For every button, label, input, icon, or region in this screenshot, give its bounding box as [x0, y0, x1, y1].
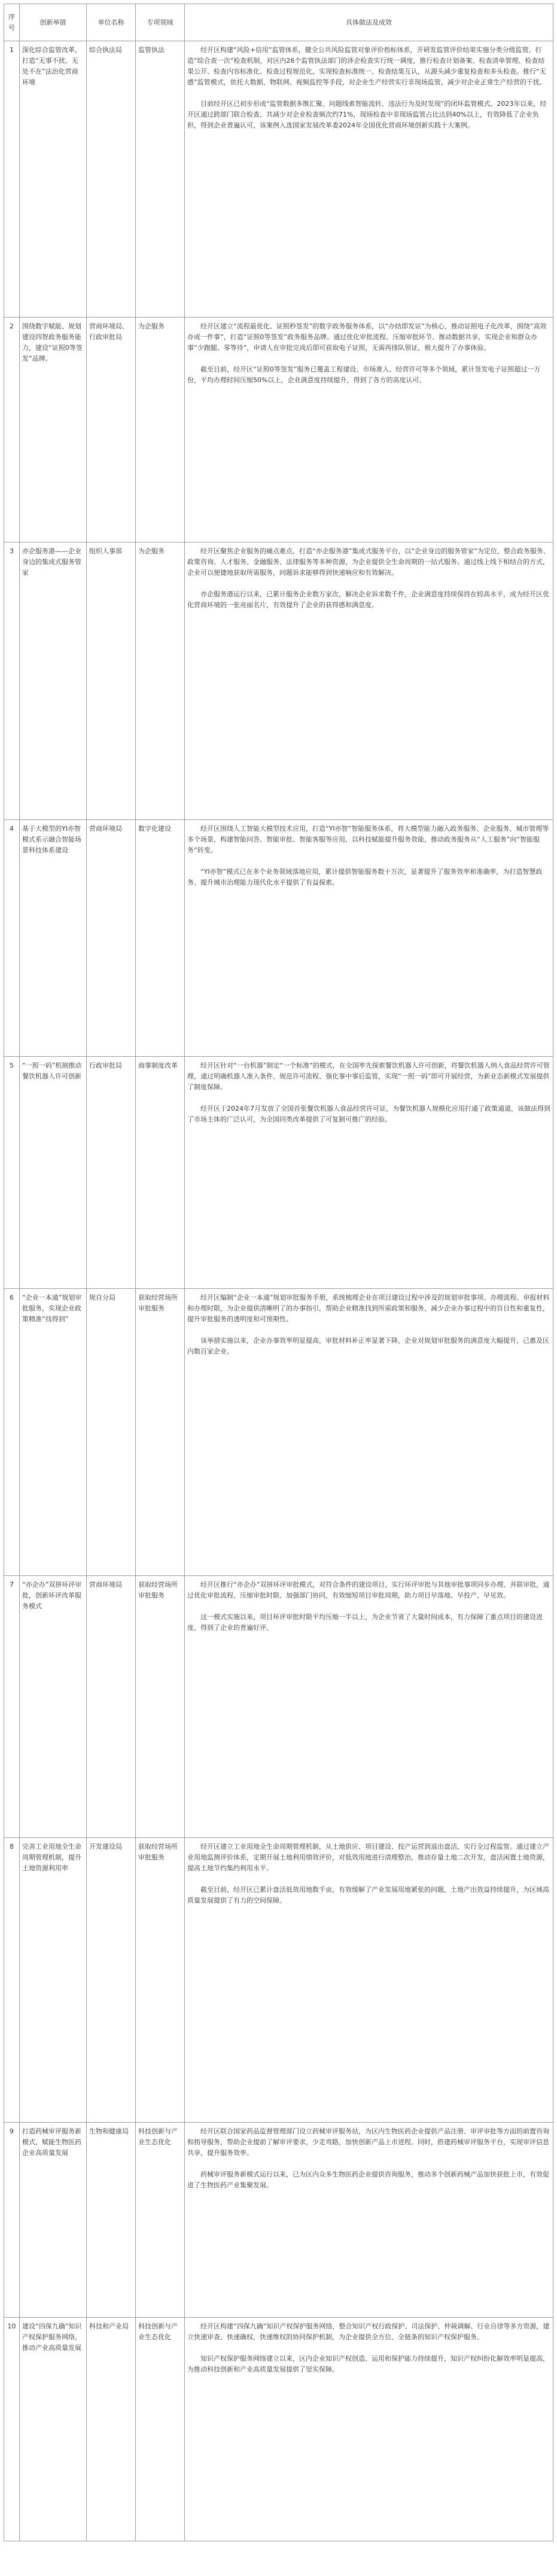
detail-paragraph: 这一模式实施以来，项目环评审批时限平均压缩一半以上，为企业节省了大量时间成本，有力保障了重点项目的建设进度，得到了企业的普遍好评。	[187, 1613, 543, 1632]
detail-paragraph: 亦企服务港运行以来，已累计服务企业数万家次，解决企业诉求数千件，企业满意度持续保持在较高水平，成为经开区优化营商环境的一张亮丽名片，有效提升了企业的获得感和满意度。	[187, 590, 549, 609]
measures-table	[4, 4, 553, 2541]
table-row	[4, 318, 553, 542]
row-index: 7	[4, 1576, 20, 1838]
row-index: 8	[4, 1838, 20, 2123]
row-unit: 科技和产业局	[87, 2318, 136, 2541]
row-detail	[185, 1057, 553, 1289]
row-unit: 规自分局	[87, 1289, 136, 1576]
header-unit: 单位名称	[87, 4, 136, 41]
row-measure: “一照一码”机制推动餐饮机器人许可创新	[20, 1057, 87, 1289]
detail-paragraph: 截至目前，经开区已累计盘活低效用地数千亩，有效缓解了产业发展用地紧张的问题，土地产出效益持续提升，为区域高质量发展提供了有力的空间保障。	[187, 1886, 549, 1904]
table-row	[4, 1289, 553, 1576]
header-field: 专项领域	[136, 4, 185, 41]
row-detail	[185, 41, 553, 318]
detail-paragraph: 知识产权保护服务网络建立以来，区内企业知识产权创造、运用和保护能力持续提升，知识产权纠纷化解效率明显提高，为推动科技创新和产业高质量发展提供了坚实保障。	[187, 2355, 549, 2373]
row-index: 3	[4, 542, 20, 820]
row-index: 6	[4, 1289, 20, 1576]
row-field: 为企服务	[136, 542, 185, 820]
row-detail	[185, 1289, 553, 1576]
row-detail	[185, 1838, 553, 2123]
detail-paragraph: 经开区聚焦企业服务的痛点难点，打造“亦企服务港”集成式服务平台，以“企业身边的服务管家”为定位，整合政务服务、政策咨询、人才服务、金融服务、法律服务等多种资源，为企业提供全生命周期的一站式服务。通过线上线下相结合的方式，企业可以便捷地获取所需服务，问题诉求能够得到快速响应和有效解决。	[187, 547, 550, 577]
row-detail	[185, 1576, 553, 1838]
row-measure: 深化综合监管改革，打造“无事不扰、无处不在”法治化营商环境	[20, 41, 87, 318]
row-field: 科技创新与产业生态优化	[136, 2318, 185, 2541]
detail-paragraph: 目前经开区已初步形成“监管数据多维汇聚、问题线索智能流转、违法行为及时发现”的闭环监管模式。2023年以来，经开区通过跨部门联合检查，共减少对企业检查频次约71%，现场检查中非现场监管占比达到40%以上，有效降低了企业负担，得到企业普遍认可，该案例入选国家发展改革委2024年全国优化营商环境创新实践十大案例。	[187, 100, 547, 129]
row-index: 1	[4, 41, 20, 318]
header-index: 序号	[4, 4, 20, 41]
row-unit: 营商环境局	[87, 1576, 136, 1838]
row-detail	[185, 542, 553, 820]
row-detail	[185, 2123, 553, 2318]
row-measure: 亦企服务港——企业身边的集成式服务管家	[20, 542, 87, 820]
row-field: 商事制度改革	[136, 1057, 185, 1289]
detail-paragraph: 经开区针对“一台机器”制定“一个标准”的模式，在全国率先探索餐饮机器人许可创新，将餐饮机器人纳入食品经营许可管理，通过明确机器人准入条件、规范许可流程、强化事中事后监管，实现“一照一码”即可开展经营，为新业态新模式发展提供了制度保障。	[187, 1062, 550, 1091]
row-unit: 组织人事部	[87, 542, 136, 820]
table-row	[4, 41, 553, 318]
detail-paragraph: 经开区于2024年7月发放了全国首张餐饮机器人食品经营许可证，为餐饮机器人规模化应用打通了政策通道，该做法得到了市场主体的广泛认可，为全国同类改革提供了可复制可推广的经验。	[187, 1105, 550, 1123]
detail-paragraph: 经开区联合国家药品监督管理部门设立药械审评服务站，为区内生物医药企业提供产品注册、审评审批等方面的前置咨询和指导服务，帮助企业提前了解审评要求，少走弯路，加快创新产品上市进程。同时，搭建药械审评服务平台，实现审评信息共享，提升服务效率。	[187, 2127, 549, 2157]
row-unit: 营商环境局	[87, 820, 136, 1057]
row-detail	[185, 2318, 553, 2541]
detail-paragraph: 截至目前，经开区“证照0等签发”服务已覆盖工程建设、市场准入、经营许可等多个领域，累计签发电子证照超过一万份，平均办理时间压缩50%以上，企业满意度持续提升，得到了各方的高度认可。	[187, 365, 541, 384]
table-body	[4, 41, 553, 2541]
row-measure: 完善工业用地全生命周期管理机制，提升土地资源利用率	[20, 1838, 87, 2123]
detail-paragraph: 经开区构建“四保九确”知识产权保护服务网络，整合知识产权行政保护、司法保护、仲裁调解、行业自律等多方资源，建立快速审查、快速确权、快速维权的协同保护机制，为企业提供全方位、全链条的知识产权保护服务。	[187, 2322, 550, 2341]
row-measure: 打造药械审评服务新模式，赋能生物医药企业高质量发展	[20, 2123, 87, 2318]
row-unit: 行政审批局	[87, 1057, 136, 1289]
row-field: 获取经营场所审批服务	[136, 1289, 185, 1576]
detail-paragraph: 该举措实施以来，企业办事效率明显提高，审批材料补正率显著下降，企业对规划审批服务的满意度大幅提升，已惠及区内数百家企业。	[187, 1337, 549, 1355]
row-detail	[185, 820, 553, 1057]
header-measure: 创新举措	[20, 4, 87, 41]
detail-paragraph: “YI亦智”模式已在多个业务领域落地应用，累计提供智能服务数十万次，显著提升了服务效率和准确率，为打造智慧政务、提升城市治理能力现代化水平提供了有益探索。	[187, 868, 543, 886]
row-field: 监管执法	[136, 41, 185, 318]
row-index: 9	[4, 2123, 20, 2318]
row-measure: “亦企办”双拼环评审批，创新环评改革服务模式	[20, 1576, 87, 1838]
row-unit: 生物和健康局	[87, 2123, 136, 2318]
row-unit: 开发建设局	[87, 1838, 136, 2123]
table-row	[4, 2123, 553, 2318]
table-header	[4, 4, 553, 41]
detail-paragraph: 药械审评服务新模式运行以来，已为区内众多生物医药企业提供咨询服务，推动多个创新药械产品加快获批上市，有效促进了生物医药产业集聚发展。	[187, 2170, 549, 2189]
header-detail: 具体做法及成效	[185, 4, 553, 41]
detail-paragraph: 经开区推行“亦企办”双拼环评审批模式，对符合条件的建设项目，实行环评审批与其他审批事项同步办理、并联审批，通过优化审批流程、压缩审批时限、加强部门协同，有效缩短项目审批周期，助力项目早落地、早投产、早见效。	[187, 1581, 550, 1599]
detail-paragraph: 经开区建立工业用地全生命周期管理机制，从土地供应、项目建设、投产运营到退出盘活，实行全过程监管。通过建立产业用地监测评价体系，定期开展土地利用绩效评价，对低效用地进行清理整治，推动存量土地二次开发，盘活闲置土地资源，提高土地节约集约利用水平。	[187, 1843, 549, 1872]
detail-paragraph: 经开区建立“流程最优化、证照秒签发”的数字政务服务体系，以“办结即发证”为核心，推动证照电子化改革，围绕“高效办成一件事”，打造“证照0等签发”政务服务品牌。通过优化审批流程、压缩审批环节、推动数据共享，实现企业和群众办事“少跑腿、零等待”，申请人在审批完成后即可获取电子证照，无需再排队领证，极大提升了办事体验。	[187, 322, 547, 352]
row-measure: 建设“四保九确”知识产权保护服务网络，推动产业高质量发展	[20, 2318, 87, 2541]
row-unit: 营商环境局、行政审批局	[87, 318, 136, 542]
table-row	[4, 542, 553, 820]
table-row	[4, 1838, 553, 2123]
row-field: 为企服务	[136, 318, 185, 542]
table-row	[4, 2318, 553, 2541]
row-index: 2	[4, 318, 20, 542]
row-field: 获取经营场所审批服务	[136, 1576, 185, 1838]
row-detail	[185, 318, 553, 542]
table-row	[4, 820, 553, 1057]
row-field: 科技创新与产业生态优化	[136, 2123, 185, 2318]
table-row	[4, 1057, 553, 1289]
row-field: 数字化建设	[136, 820, 185, 1057]
row-measure: 围绕数字赋能、规划建设四智政务服务能力，建设“证照0等签发”品牌。	[20, 318, 87, 542]
row-index: 10	[4, 2318, 20, 2541]
detail-paragraph: 经开区围绕人工智能大模型技术应用，打造“YI亦智”智能服务体系，将大模型能力融入政务服务、企业服务、城市管理等多个场景，构建智能问答、智能审批、智能客服等应用，以科技赋能提升服务效能，推动政务服务从“人工服务”向“智能服务”转变。	[187, 825, 549, 854]
row-field: 获取经营场所审批服务	[136, 1838, 185, 2123]
row-index: 5	[4, 1057, 20, 1289]
row-measure: “企业一本通”规划审批服务，实现企业政策精准“找得到”	[20, 1289, 87, 1576]
row-index: 4	[4, 820, 20, 1057]
row-measure: 基于大模型的YI亦智模式系示融合智能场景科技体系建设	[20, 820, 87, 1057]
row-unit: 综合执法局	[87, 41, 136, 318]
detail-paragraph: 经开区编制“企业一本通”规划审批服务手册，系统梳理企业在项目建设过程中涉及的规划审批事项、办理流程、申报材料和办理时限，为企业提供清晰明了的办事指引，帮助企业精准找到所需政策和服务，减少企业办事过程中的盲目性和重复性，提升审批服务的透明度和可预期性。	[187, 1294, 550, 1323]
detail-paragraph: 经开区构建“风险+信用”监管体系，健全公共风险监管对象评价指标体系，开研发监管评价结果实施分类分级监管。打造“综合查一次”检查机制，对区内26个监管执法部门的涉企检查实行统一调度，推行检查计划备案、检查清单管理、检查结果公开、检查内容标准化、检查过程规范化，实现检查标准统一、检查结果互认，从源头减少重复检查和多头检查。推行“无感”监管模式，依托大数据、物联网、视频监控等手段，对企业生产经营实行非现场监管，减少对企业正常生产经营的干扰。	[187, 46, 546, 86]
table-row	[4, 1576, 553, 1838]
